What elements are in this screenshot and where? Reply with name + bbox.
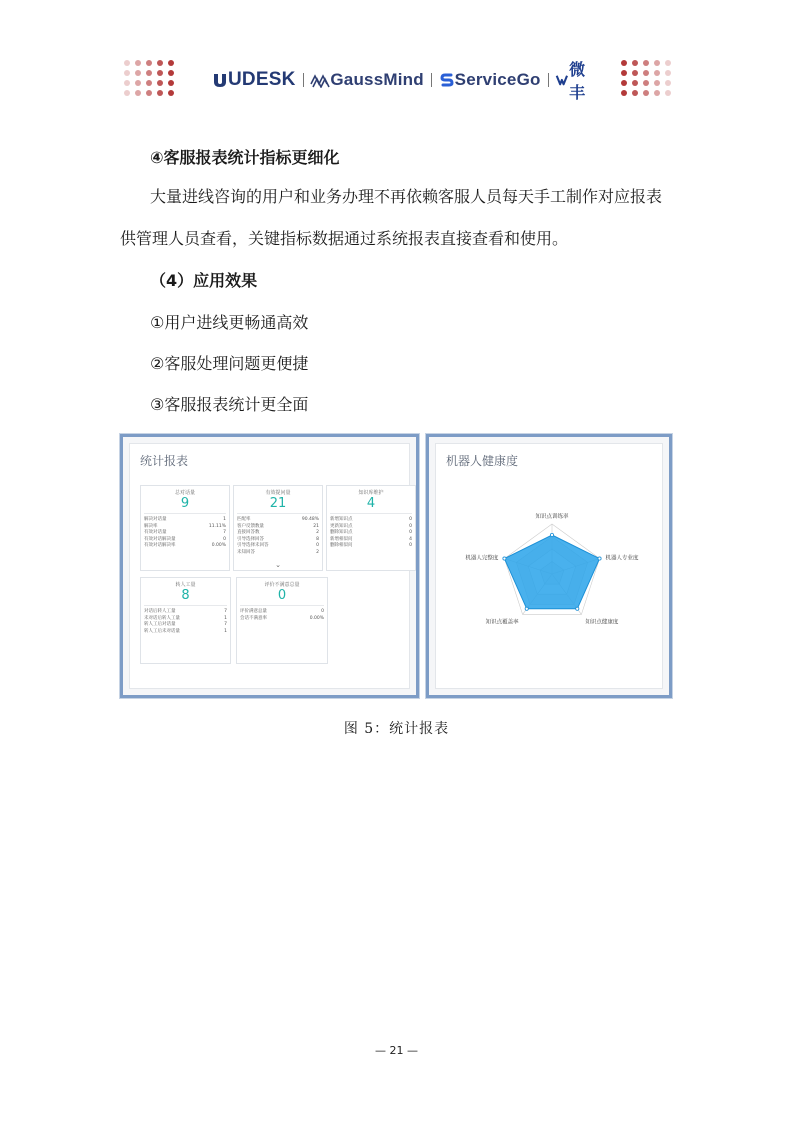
servicego-logo-icon (439, 72, 455, 88)
logo-separator (303, 73, 304, 87)
paragraph-line-1: 大量进线咨询的用户和业务办理不再依赖客服人员每天手工制作对应报表 (150, 187, 663, 206)
stat-row: 未对话后转人工量 1 (144, 615, 227, 621)
weifeng-logo-icon (555, 72, 569, 88)
decor-dot (124, 60, 130, 66)
stat-card-value: 9 (180, 496, 190, 511)
stat-card-title: 有效提问量 (265, 490, 291, 496)
partner-logos (212, 62, 597, 102)
robot-health-title: 机器人健康度 (446, 454, 519, 468)
decor-dot (135, 60, 141, 66)
radar-axis-label: 知识点覆盖率 (485, 619, 519, 626)
stat-card-title: 评价不满意总量 (264, 582, 300, 588)
gaussmind-logo (310, 70, 423, 90)
decor-dot (168, 80, 174, 86)
stat-row: 更新知识点 0 (330, 523, 412, 529)
radar-point (525, 607, 528, 610)
radar-point (576, 607, 579, 610)
decor-dot (632, 60, 638, 66)
stat-row: 直接回答数 2 (237, 530, 319, 535)
figure-caption: 图 5：统计报表 (343, 721, 450, 737)
stats-report-panel (120, 434, 419, 698)
stat-card-total-dialogs (140, 485, 230, 571)
stat-card-title: 转人工量 (175, 582, 196, 588)
robot-health-panel (426, 434, 672, 698)
stat-row: 转人工后未对话量 1 (144, 628, 227, 634)
decor-dot (643, 60, 649, 66)
servicego-logo (439, 70, 541, 90)
stat-row: 有效对话解决率 0.00% (144, 543, 226, 548)
decor-dot (146, 90, 152, 96)
effect-item-1: ①用户进线更畅通高效 (150, 313, 309, 332)
decor-dot (665, 80, 671, 86)
radar-point (503, 557, 506, 560)
stat-row: 引导选择回答 8 (237, 536, 319, 542)
stat-card-transfer-human (140, 577, 231, 664)
page-number: — 21 — (375, 1044, 418, 1057)
stat-row: 会话不满意率 0.00% (240, 615, 324, 621)
decor-dot (146, 70, 152, 76)
card-divider (330, 513, 412, 514)
weifeng-logo (555, 57, 597, 103)
radar-axis-label: 机器人专业度 (605, 555, 639, 562)
decor-dot (665, 60, 671, 66)
header-dots-right (621, 60, 673, 96)
decor-dot (168, 60, 174, 66)
decor-dot (621, 90, 627, 96)
robot-health-radar-chart (436, 464, 668, 694)
weifeng-logo-text: 微丰 (569, 62, 586, 102)
stat-card-title: 总对话量 (174, 490, 195, 496)
gaussmind-logo-icon (310, 72, 330, 88)
stat-row: 新增知识点 0 (330, 517, 412, 522)
decor-dot (632, 90, 638, 96)
decor-dot (665, 90, 671, 96)
decor-dot (124, 90, 130, 96)
decor-dot (168, 70, 174, 76)
decor-dot (621, 80, 627, 86)
stat-row: 有效对话解决量 0 (144, 536, 226, 542)
decor-dot (135, 90, 141, 96)
udesk-logo-icon (212, 72, 228, 88)
decor-dot (654, 70, 660, 76)
decor-dot (643, 70, 649, 76)
stat-row: 解决对话量 1 (144, 517, 226, 522)
radar-axis-label: 知识点训练率 (535, 514, 569, 520)
card-divider (237, 513, 319, 514)
stat-card-value: 8 (181, 588, 190, 603)
heading-report-metrics: ④客服报表统计指标更细化 (150, 148, 340, 167)
stat-row: 转人工后对话量 7 (144, 622, 227, 627)
robot-health-panel-body (435, 443, 663, 689)
stats-report-panel-body (129, 443, 410, 689)
stat-row: 删除相似问 0 (330, 543, 412, 548)
decor-dot (654, 90, 660, 96)
stat-row: 引导选择未回答 0 (237, 543, 319, 548)
effect-item-3: ③客服报表统计更全面 (150, 395, 309, 414)
stat-card-valid-questions (233, 485, 323, 571)
stat-row: 匹配率 90.48% (237, 517, 319, 522)
card-divider (144, 513, 226, 514)
servicego-logo-text: ServiceGo (454, 70, 541, 89)
logo-separator (431, 73, 432, 87)
stat-row: 有效对话量 7 (144, 530, 226, 535)
decor-dot (665, 70, 671, 76)
header-dots-left (124, 60, 176, 96)
decor-dot (654, 80, 660, 86)
decor-dot (146, 60, 152, 66)
paragraph-line-2: 供管理人员查看，关键指标数据通过系统报表直接查看和使用。 (120, 229, 569, 248)
decor-dot (621, 70, 627, 76)
decor-dot (168, 90, 174, 96)
decor-dot (124, 80, 130, 86)
udesk-logo (212, 69, 296, 91)
decor-dot (632, 80, 638, 86)
decor-dot (654, 60, 660, 66)
stat-card-value: 21 (269, 496, 287, 511)
radar-axis-label: 知识点健康度 (585, 619, 619, 626)
stat-card-value: 4 (366, 496, 376, 511)
expand-chevron-icon[interactable]: ⌄ (275, 561, 281, 569)
stat-card-kb-maintenance (326, 485, 416, 571)
stat-row: 解决率 11.11% (144, 523, 226, 529)
logo-separator (548, 73, 549, 87)
stats-report-title: 统计报表 (140, 454, 189, 468)
effect-item-2: ②客服处理问题更便捷 (150, 354, 309, 373)
card-divider (144, 605, 227, 606)
stat-row: 新增相似问 4 (330, 536, 412, 542)
decor-dot (135, 80, 141, 86)
stat-card-value: 0 (277, 588, 287, 603)
decor-dot (643, 90, 649, 96)
decor-dot (157, 80, 163, 86)
stat-row: 评价满意总量 0 (240, 609, 324, 614)
stat-row: 客户反馈数量 21 (237, 523, 319, 529)
decor-dot (632, 70, 638, 76)
udesk-logo-text: UDESK (228, 69, 296, 90)
stat-row: 对话后转人工量 7 (144, 609, 227, 614)
stat-card-title: 知识库维护 (358, 490, 384, 496)
decor-dot (157, 90, 163, 96)
section-title-effects: （4）应用效果 (150, 271, 258, 290)
decor-dot (643, 80, 649, 86)
stat-row: 删除知识点 0 (330, 530, 412, 535)
stat-card-dissatisfied (236, 577, 328, 664)
stat-row: 未知回答 2 (237, 549, 319, 555)
radar-point (598, 557, 601, 560)
decor-dot (157, 60, 163, 66)
decor-dot (124, 70, 130, 76)
decor-dot (157, 70, 163, 76)
gaussmind-logo-text: GaussMind (330, 70, 424, 89)
decor-dot (146, 80, 152, 86)
radar-point (550, 533, 553, 536)
decor-dot (621, 60, 627, 66)
card-divider (240, 605, 324, 606)
decor-dot (135, 70, 141, 76)
radar-axis-label: 机器人完整度 (465, 555, 499, 562)
